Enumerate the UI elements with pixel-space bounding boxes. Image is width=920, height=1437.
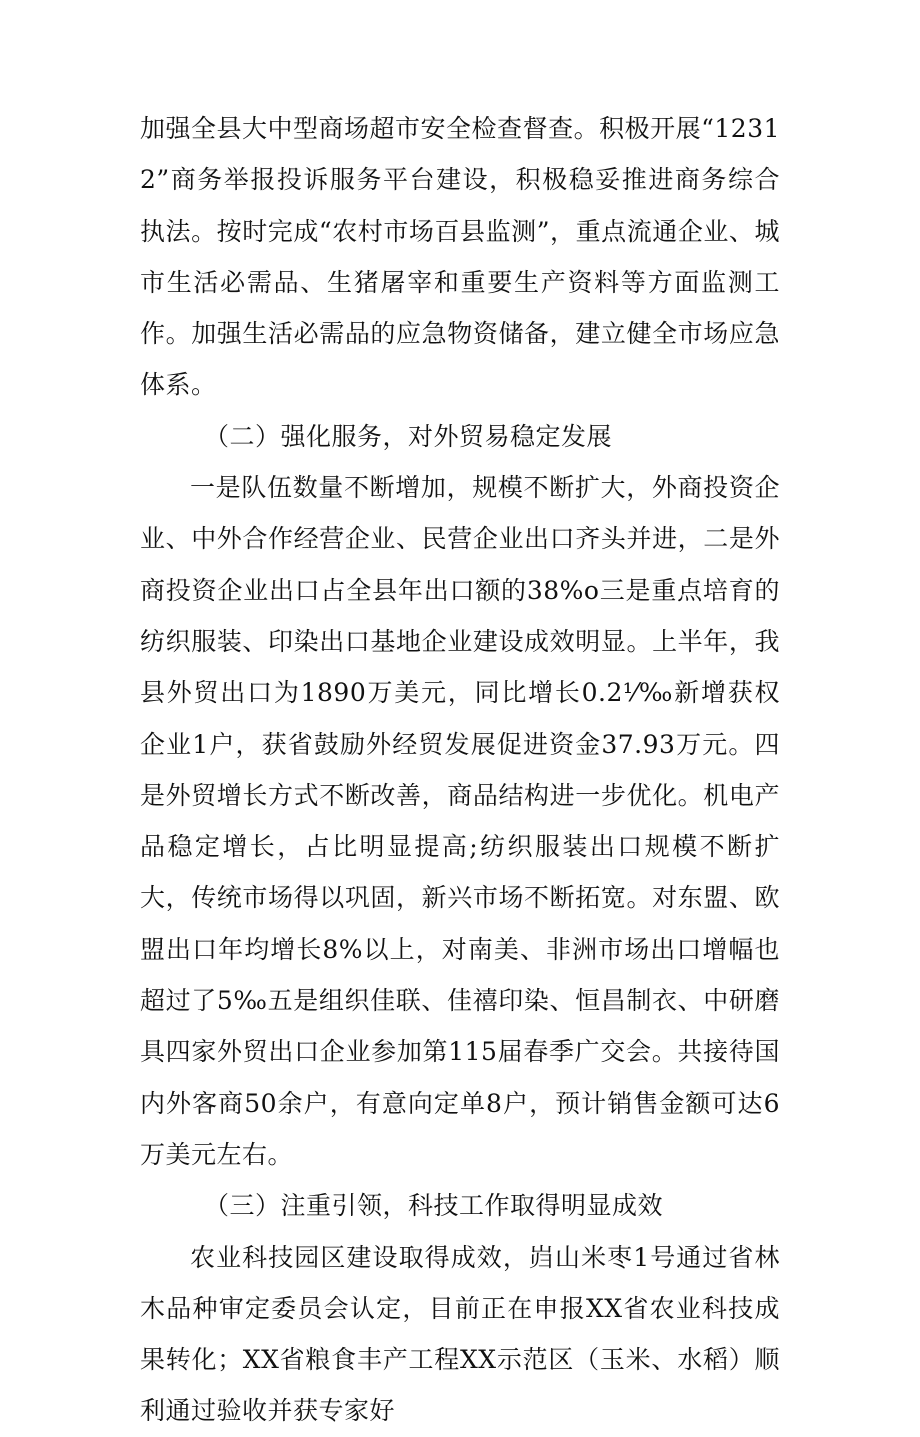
- body-paragraph: 加强全县大中型商场超市安全检查督查。积极开展“12312”商务举报投诉服务平台建设，积极稳妥推进商务综合执法。按时完成“农村市场百县监测”，重点流通企业、城市生活必需品、生猪屠宰和重要生产资料等方面监测工作。加强生活必需品的应急物资储备，建立健全市场应急体系。: [140, 114, 780, 400]
- body-paragraph: 农业科技园区建设取得成效，岿山米枣1号通过省林木品种审定委员会认定，目前正在申报XX省农业科技成果转化；XX省粮食丰产工程XX示范区（玉米、水稻）顺利通过验收并获专家好: [140, 1242, 780, 1426]
- document-page: [140, 103, 780, 1437]
- section-heading: （二）强化服务，对外贸易稳定发展: [204, 421, 613, 451]
- section-heading: （三）注重引领，科技工作取得明显成效: [204, 1191, 664, 1221]
- body-paragraph: 一是队伍数量不断增加，规模不断扩大，外商投资企业、中外合作经营企业、民营企业出口齐头并进，二是外商投资企业出口占全县年出口额的38%o三是重点培育的纺织服装、印染出口基地企业建设成效明显。上半年，我县外贸出口为1890万美元，同比增长0.2⅟‰新增获权企业1户，获省鼓励外经贸发展促进资金37.93万元。四是外贸增长方式不断改善，商品结构进一步优化。机电产品稳定增长，占比明显提高;纺织服装出口规模不断扩大，传统市场得以巩固，新兴市场不断拓宽。对东盟、欧盟出口年均增长8%以上，对南美、非洲市场出口增幅也超过了5‰五是组织佳联、佳禧印染、恒昌制衣、中研磨具四家外贸出口企业参加第115届春季广交会。共接待国内外客商50余户，有意向定单8户，预计销售金额可达6万美元左右。: [140, 473, 780, 1169]
